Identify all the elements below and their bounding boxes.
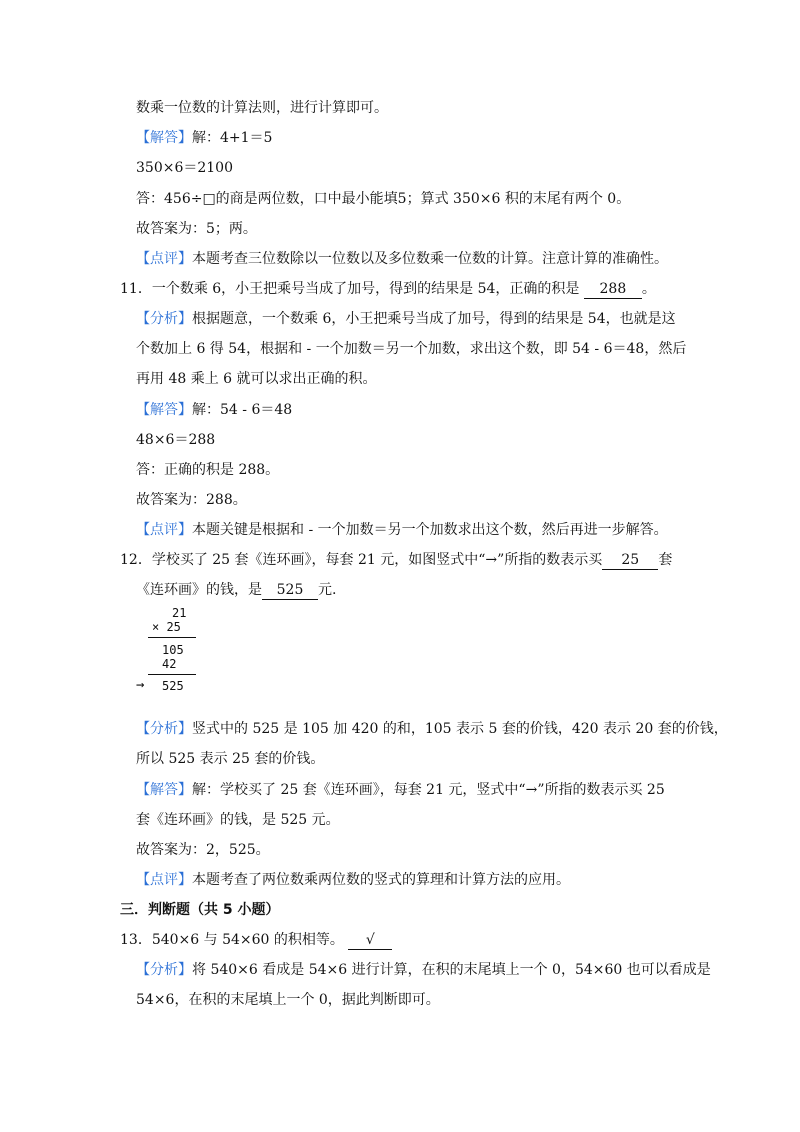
question-text: ”所指的数表示买 xyxy=(497,552,603,568)
solution-line: 48×6＝288 xyxy=(136,432,216,448)
vertical-multiplication xyxy=(136,602,206,694)
comment-label: 【点评】 xyxy=(136,522,192,538)
text-line: 答：456÷□的商是两位数，口中最小能填5；算式 350×6 积的末尾有两个 0。 xyxy=(136,191,631,207)
question-text: 元. xyxy=(318,582,337,598)
calc-result: 525 xyxy=(162,679,184,693)
analysis-line xyxy=(136,309,676,329)
comment-text: 本题关键是根据和 - 一个加数＝另一个加数求出这个数，然后再进一步解答。 xyxy=(192,522,668,538)
pointer-arrow-icon: → xyxy=(136,677,145,693)
analysis-label: 【分析】 xyxy=(136,962,192,978)
analysis-line xyxy=(136,960,711,980)
solution-text: ”所指的数表示买 25 xyxy=(537,782,665,798)
analysis-line xyxy=(136,719,728,739)
solution-text: 解：学校买了 25 套《连环画》，每套 21 元，竖式中“ xyxy=(192,782,526,798)
question-text: 套 xyxy=(658,552,673,568)
analysis-line: 所以 525 表示 25 套的价钱。 xyxy=(136,751,325,767)
answer-blank: √ xyxy=(348,931,392,950)
question-13-stem xyxy=(120,930,392,950)
answer-blank: 25 xyxy=(602,551,658,570)
text-line: 350×6＝2100 xyxy=(136,160,233,176)
calc-partial-1: 105 xyxy=(162,643,184,657)
solution-label: 【解答】 xyxy=(136,130,192,146)
analysis-text: 将 540×6 看成是 54×6 进行计算，在积的末尾填上一个 0，54×60 也可以看成是 xyxy=(192,962,711,978)
question-11-stem xyxy=(120,279,656,299)
comment-line xyxy=(136,249,668,269)
section-heading: 三．判断题（共 5 小题） xyxy=(120,902,280,918)
question-text: 《连环画》的钱，是 xyxy=(136,582,262,598)
calc-line xyxy=(148,637,196,638)
question-12-stem xyxy=(120,550,672,570)
comment-text: 本题考查了两位数乘两位数的竖式的算理和计算方法的应用。 xyxy=(192,872,570,888)
analysis-text: 根据题意，一个数乘 6，小王把乘号当成了加号，得到的结果是 54，也就是这 xyxy=(192,311,676,327)
analysis-text: 竖式中的 525 是 105 加 420 的和，105 表示 5 套的价钱，420 表示 20 套的价钱， xyxy=(192,721,728,737)
analysis-line: 个数加上 6 得 54，根据和 - 一个加数＝另一个加数，求出这个数，即 54 - 6＝48，然后 xyxy=(136,341,687,357)
question-text: 12．学校买了 25 套《连环画》，每套 21 元，如图竖式中“ xyxy=(120,552,486,568)
question-text: 13．540×6 与 54×60 的积相等。 xyxy=(120,932,344,948)
arrow-icon: → xyxy=(525,782,538,798)
solution-line: 答：正确的积是 288。 xyxy=(136,462,280,478)
solution-line xyxy=(136,128,272,148)
text-line: 故答案为：5；两。 xyxy=(136,221,257,237)
solution-label: 【解答】 xyxy=(136,402,192,418)
analysis-label: 【分析】 xyxy=(136,311,192,327)
solution-line xyxy=(136,400,292,420)
answer-blank: 525 xyxy=(262,581,318,600)
solution-text: 解：4+1＝5 xyxy=(192,130,273,146)
solution-label: 【解答】 xyxy=(136,782,192,798)
comment-line xyxy=(136,520,668,540)
comment-line xyxy=(136,870,570,890)
question-12-stem-2 xyxy=(136,580,336,600)
text-line: 数乘一位数的计算法则，进行计算即可。 xyxy=(136,100,388,116)
solution-text: 解：54 - 6＝48 xyxy=(192,402,293,418)
comment-text: 本题考查三位数除以一位数以及多位数乘一位数的计算。注意计算的准确性。 xyxy=(192,251,668,267)
calc-multiplier: × 25 xyxy=(152,620,181,634)
punctuation: 。 xyxy=(641,281,656,297)
arrow-icon: → xyxy=(485,552,498,568)
calc-partial-2: 42 xyxy=(162,657,177,671)
solution-line: 故答案为：2，525。 xyxy=(136,842,270,858)
comment-label: 【点评】 xyxy=(136,872,192,888)
solution-line xyxy=(136,780,665,800)
answer-blank: 288 xyxy=(584,280,642,299)
solution-line: 故答案为：288。 xyxy=(136,492,247,508)
analysis-label: 【分析】 xyxy=(136,721,192,737)
calc-top: 21 xyxy=(172,606,187,620)
analysis-line: 再用 48 乘上 6 就可以求出正确的积。 xyxy=(136,371,377,387)
question-text: 11．一个数乘 6，小王把乘号当成了加号，得到的结果是 54，正确的积是 xyxy=(120,281,580,297)
comment-label: 【点评】 xyxy=(136,251,192,267)
solution-line: 套《连环画》的钱，是 525 元。 xyxy=(136,812,340,828)
calc-line xyxy=(148,674,196,675)
analysis-line: 54×6，在积的末尾填上一个 0，据此判断即可。 xyxy=(136,992,440,1008)
